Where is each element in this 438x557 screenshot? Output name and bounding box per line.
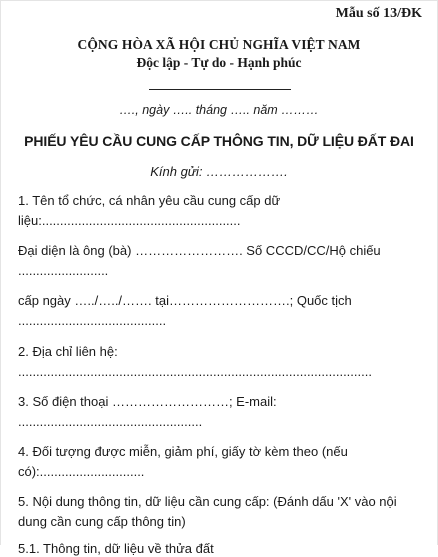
date-line: …., ngày ….. tháng ….. năm ………: [119, 103, 319, 117]
field-requester-name: 1. Tên tổ chức, cá nhân yêu cầu cung cấp dữ: [18, 193, 281, 208]
field-phone-email: 3. Số điện thoại ………………………; E-mail:: [18, 394, 277, 409]
field-address: 2. Địa chỉ liên hệ:: [18, 344, 118, 359]
national-motto: Độc lập - Tự do - Hạnh phúc: [136, 55, 302, 70]
field-id-number-blank: .........................: [18, 263, 109, 278]
field-nationality-blank: .........................................: [18, 313, 167, 328]
national-title: CỘNG HÒA XÃ HỘI CHỦ NGHĨA VIỆT NAM: [77, 37, 361, 52]
field-requested-content-cont: dung cần cung cấp thông tin): [18, 514, 186, 529]
field-fee-exemption-blank: có):.............................: [18, 464, 145, 479]
field-address-blank: ..................................................................................................: [18, 364, 372, 379]
field-issue-date-nationality: cấp ngày …../…../……. tại……………………….; Quốc tịch: [18, 293, 352, 308]
form-title: PHIẾU YÊU CẦU CUNG CẤP THÔNG TIN, DỮ LIỆU ĐẤT ĐAI: [24, 133, 414, 149]
field-representative: Đại diện là ông (bà) ……………………. Số CCCD/CC/Hộ chiếu: [18, 243, 381, 258]
requested-content-label: 5. Nội dung thông tin, dữ liệu cần cung cấp:: [18, 494, 274, 509]
field-email-blank: ...................................................: [18, 414, 203, 429]
field-requested-content: [18, 494, 397, 510]
section-land-parcel: 5.1. Thông tin, dữ liệu về thửa đất: [18, 541, 214, 556]
field-fee-exemption: 4. Đối tượng được miễn, giảm phí, giấy tờ kèm theo (nếu: [18, 444, 348, 459]
motto-underline: [149, 89, 291, 90]
form-number: Mẫu số 13/ĐK: [335, 6, 422, 21]
greeting-line: Kính gửi: ……………….: [150, 164, 288, 179]
field-requester-name-blank: liệu:.......................................................: [18, 213, 241, 228]
requested-content-hint: (Đánh dấu 'X' vào nội: [273, 494, 397, 509]
